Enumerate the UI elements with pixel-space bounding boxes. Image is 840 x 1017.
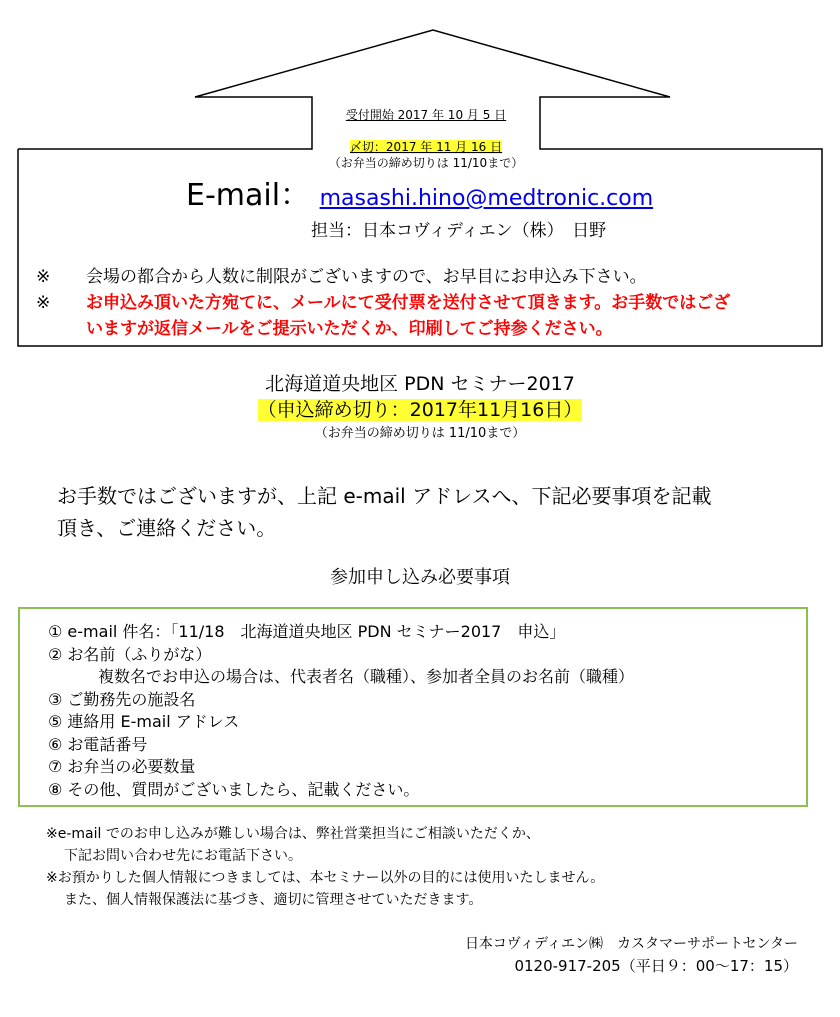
deadline: 〆切：2017 年 11 月 16 日 xyxy=(349,140,503,154)
requirements-list xyxy=(48,621,634,801)
list-item: ⑧ その他、質問がございましたら、記載ください。 xyxy=(48,779,420,799)
seminar-title: 北海道道央地区 PDN セミナー2017 xyxy=(265,373,575,395)
list-item: ⑤ 連絡用 E-mail アドレス xyxy=(48,712,240,731)
email-row xyxy=(186,177,653,218)
email-link[interactable]: masashi.hino@medtronic.com xyxy=(319,186,654,211)
company-name: 日本コヴィディエン㈱ カスタマーサポートセンター xyxy=(464,936,798,952)
seminar-bento-deadline: （お弁当の締め切りは 11/10まで） xyxy=(314,426,526,441)
company-info xyxy=(465,933,798,977)
reception-start: 受付開始 2017 年 10 月 5 日 xyxy=(345,108,507,122)
list-item-subtext: 複数名でお申込の場合は、代表者名（職種）、参加者全員のお名前（職種） xyxy=(98,667,635,686)
contact-person: 担当：日本コヴィディエン（株） 日野 xyxy=(311,221,607,241)
bento-deadline-header: （お弁当の締め切りは 11/10まで） xyxy=(328,156,524,170)
instructions-line2: 頂き、ご連絡ください。 xyxy=(57,516,277,540)
note-reception-ticket xyxy=(36,290,816,316)
instructions-line1: お手数ではございますが、上記 e-mail アドレスへ、下記必要事項を記載 xyxy=(57,484,712,508)
footer-note-1-cont: 下記お問い合わせ先にお電話下さい。 xyxy=(64,848,302,864)
email-label: E-mail： xyxy=(186,178,311,213)
footer-note-2: ※お預かりした個人情報につきましては、本セミナー以外の目的には使用いたしません。 xyxy=(46,870,605,886)
footer-note-1: ※e-mail でのお申し込みが難しい場合は、弊社営業担当にご相談いただくか、 xyxy=(46,826,540,842)
note-capacity xyxy=(36,264,816,290)
list-item: ⑦ お弁当の必要数量 xyxy=(48,757,196,776)
list-item: ③ ご勤務先の施設名 xyxy=(48,689,196,709)
instructions xyxy=(57,480,712,544)
list-item: ① e-mail 件名：「11/18 北海道道央地区 PDN セミナー2017 申込」 xyxy=(48,622,566,641)
deadline-wrapper xyxy=(312,140,540,154)
note-mark: ※ xyxy=(36,267,51,287)
footer-notes xyxy=(46,823,604,911)
list-item: ② お名前（ふりがな） xyxy=(48,644,212,664)
note-text: 会場の都合から人数に制限がございますので、お早目にお申込み下さい。 xyxy=(86,267,647,287)
requirements-heading: 参加申し込み必要事項 xyxy=(330,567,510,588)
note-reception-ticket-cont xyxy=(36,316,816,342)
seminar-deadline: （申込締め切り：2017年11月16日） xyxy=(257,399,583,421)
note-mark: ※ xyxy=(36,293,51,313)
note-text-line2: いますが返信メールをご提示いただくか、印刷してご持参ください。 xyxy=(86,319,613,339)
list-item: ⑥ お電話番号 xyxy=(48,734,148,754)
seminar-deadline-wrapper xyxy=(0,398,840,422)
header-notes xyxy=(36,264,816,342)
note-text-line1: お申込み頂いた方宛てに、メールにて受付票を送付させて頂きます。お手数ではござ xyxy=(86,293,731,313)
footer-note-2-cont: また、個人情報保護法に基づき、適切に管理させていただきます。 xyxy=(64,892,483,908)
company-phone: 0120-917-205（平日９：00～17：15） xyxy=(514,957,798,975)
